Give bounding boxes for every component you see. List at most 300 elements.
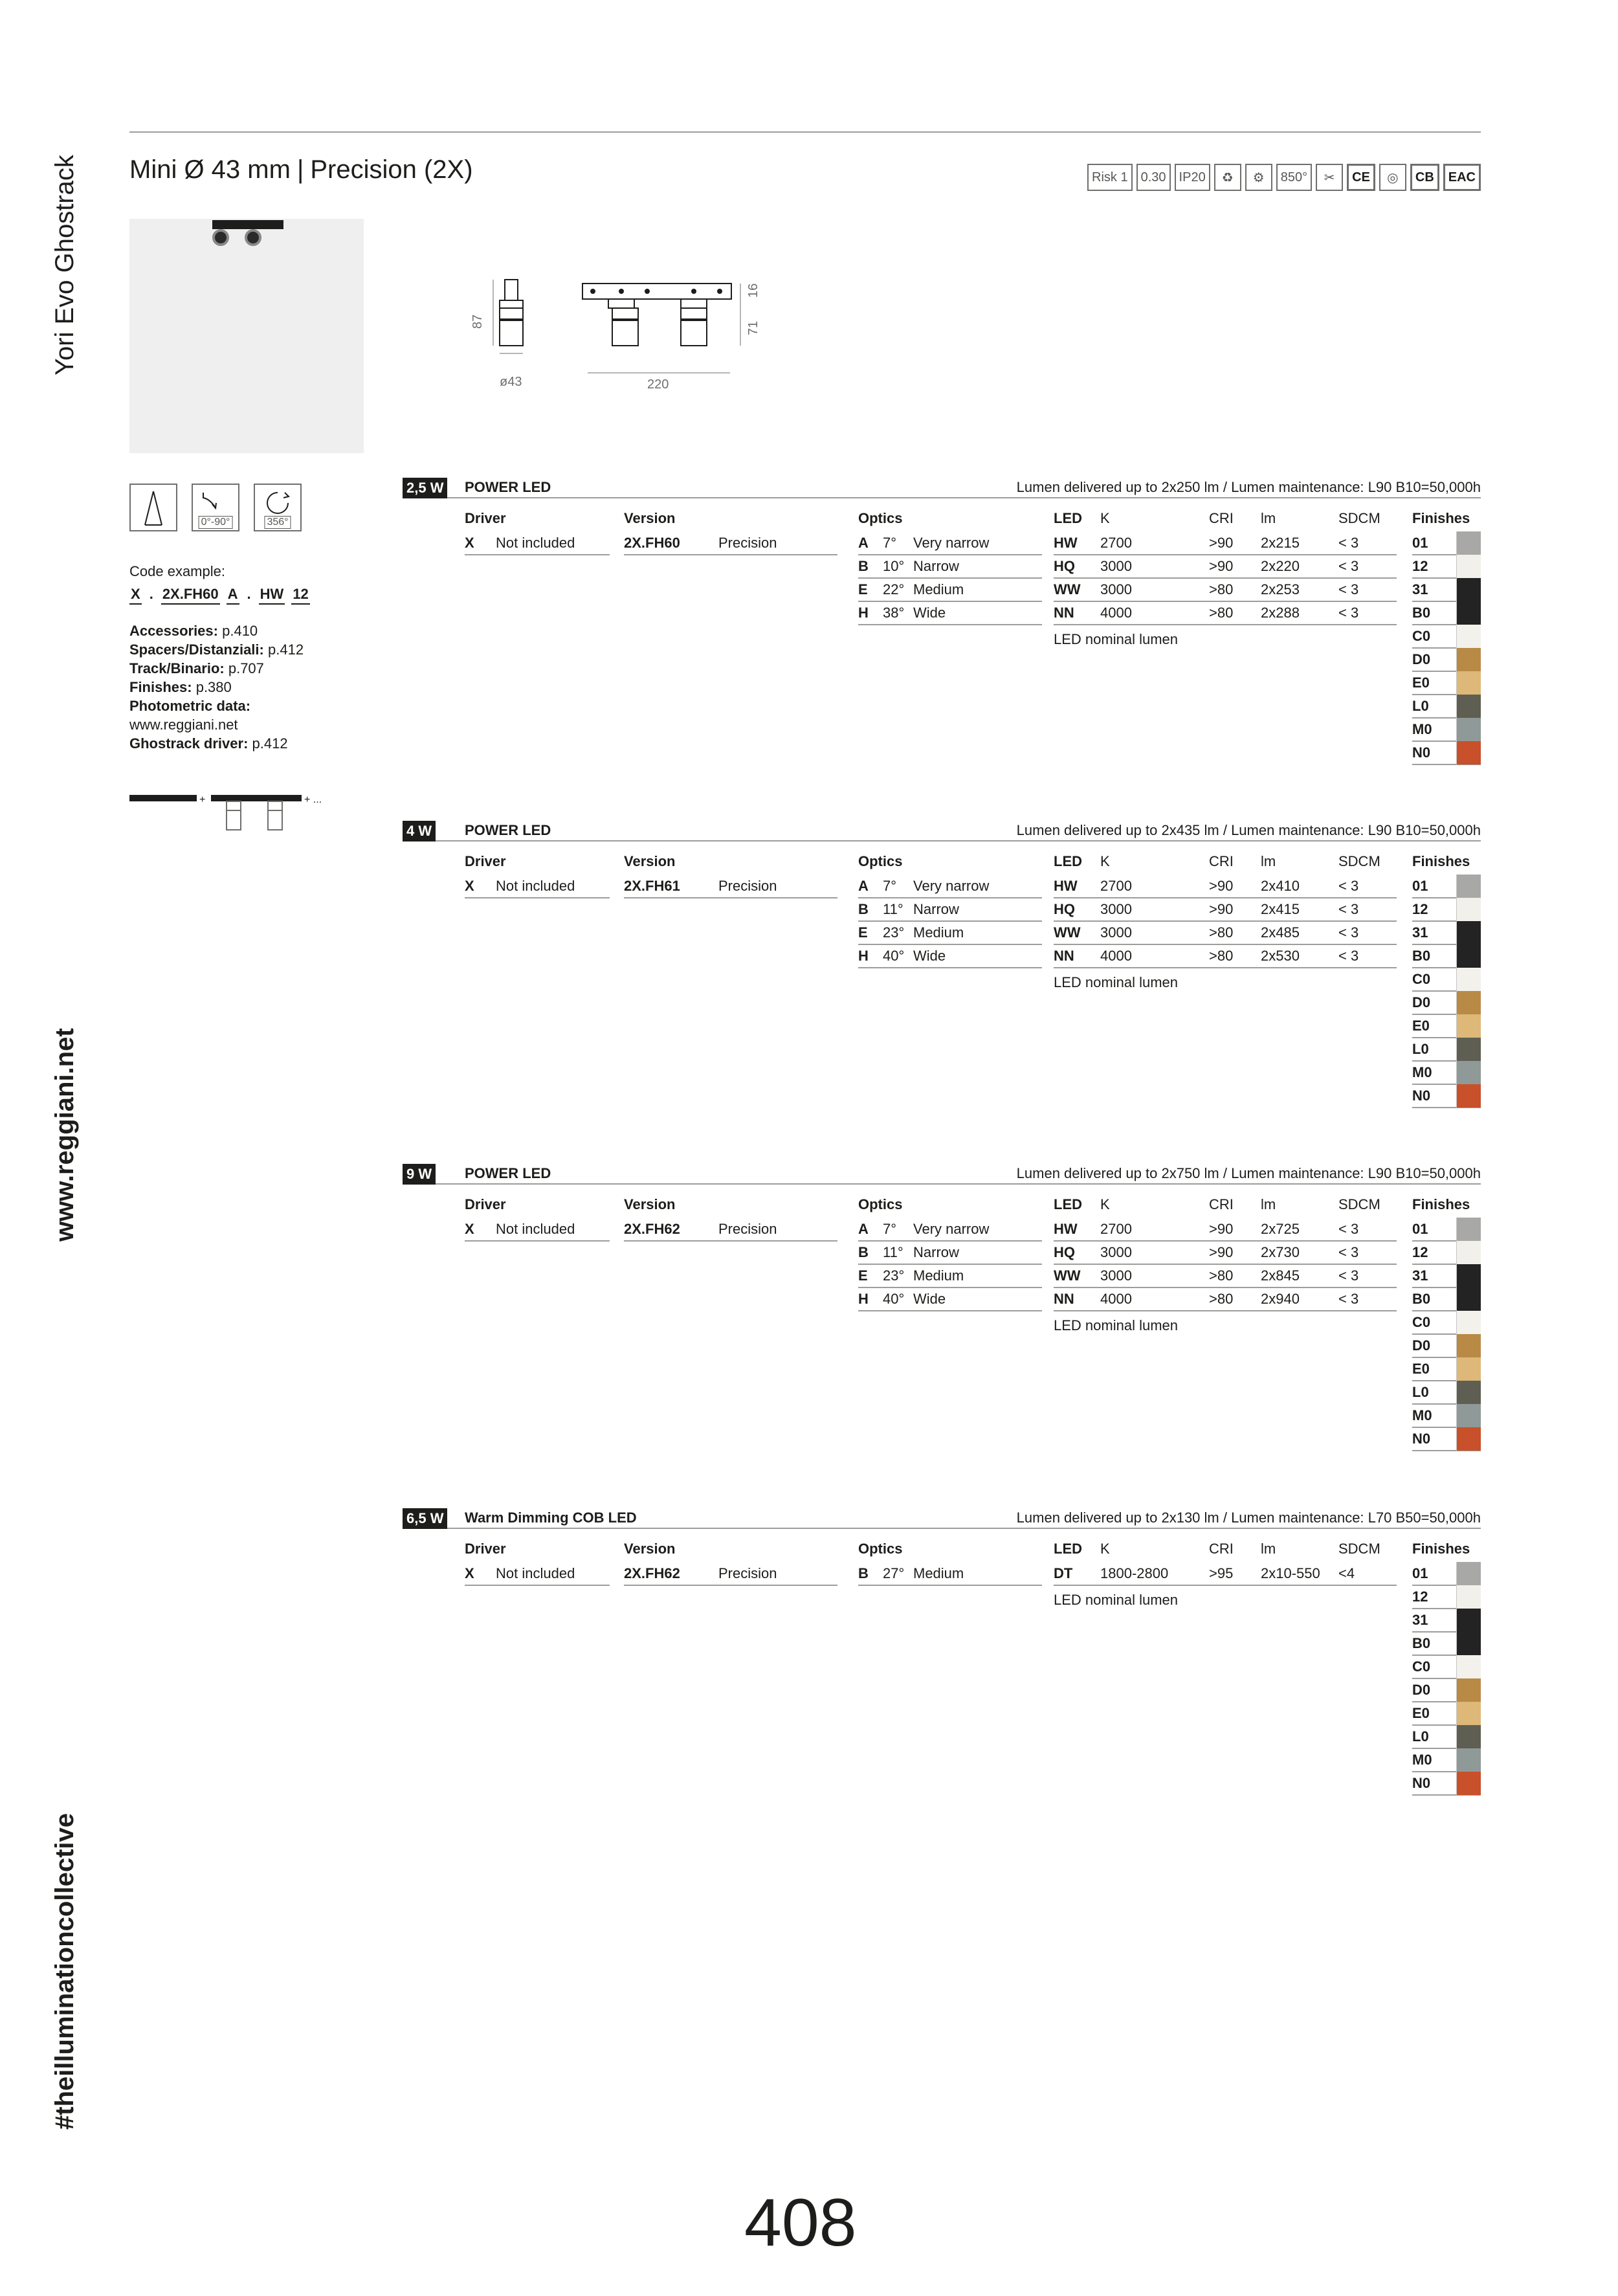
finish-swatch (1456, 578, 1481, 601)
wattage-badge: 2,5 W (403, 478, 447, 498)
driver-code: X (465, 535, 474, 551)
header-divider (129, 131, 1481, 133)
led-cri: >90 (1209, 1221, 1234, 1237)
optics-angle: 23° (883, 1267, 905, 1284)
led-code: WW (1054, 924, 1081, 941)
version-column (624, 1195, 837, 1242)
optics-name: Medium (913, 924, 964, 941)
optics-row (858, 579, 1042, 602)
finish-row (1412, 1749, 1481, 1772)
version-row (624, 1563, 837, 1586)
led-row (1054, 1563, 1397, 1586)
led-code: HQ (1054, 558, 1075, 574)
finish-swatch (1456, 1609, 1481, 1632)
wattage-badge: 4 W (403, 821, 436, 841)
finish-code: D0 (1412, 1682, 1431, 1698)
code-example (129, 585, 310, 605)
finish-row (1412, 922, 1481, 945)
finish-row (1412, 1311, 1481, 1335)
finish-code: D0 (1412, 651, 1431, 667)
led-sdcm: < 3 (1338, 1244, 1359, 1260)
led-code: NN (1054, 1291, 1074, 1307)
led-lm: 2x410 (1261, 878, 1300, 894)
optics-code: H (858, 948, 869, 964)
finish-code: N0 (1412, 744, 1431, 761)
led-row (1054, 1218, 1397, 1242)
finish-swatch (1456, 531, 1481, 555)
led-lm: 2x415 (1261, 901, 1300, 917)
driver-header: Driver (465, 510, 506, 526)
optics-code: A (858, 1221, 869, 1237)
finish-code: 31 (1412, 1267, 1428, 1284)
optics-code: H (858, 1291, 869, 1307)
led-lm: 2x485 (1261, 924, 1300, 941)
led-note: LED nominal lumen (1054, 631, 1178, 647)
led-cri: >80 (1209, 948, 1234, 964)
led-sdcm: < 3 (1338, 1221, 1359, 1237)
finish-code: N0 (1412, 1087, 1431, 1104)
led-row (1054, 532, 1397, 555)
driver-ref: Ghostrack driver: p.412 (129, 735, 288, 752)
info-block (129, 562, 310, 753)
driver-row (465, 875, 610, 898)
cri-header: CRI (1209, 853, 1234, 869)
finish-swatch (1456, 1287, 1481, 1311)
led-note: LED nominal lumen (1054, 974, 1178, 990)
finish-code: 01 (1412, 535, 1428, 551)
version-row (624, 1218, 837, 1242)
finish-row (1412, 1563, 1481, 1586)
tilt-label: 0°-90° (199, 516, 233, 529)
finish-swatch (1456, 1655, 1481, 1678)
led-lm: 2x288 (1261, 605, 1300, 621)
optics-code: B (858, 558, 869, 574)
led-row (1054, 898, 1397, 922)
optics-code: H (858, 605, 869, 621)
finish-code: N0 (1412, 1775, 1431, 1791)
beam-icon (129, 484, 177, 531)
optics-column (858, 509, 1042, 625)
led-code: NN (1054, 948, 1074, 964)
optics-header: Optics (858, 510, 903, 526)
driver-code: X (465, 1565, 474, 1581)
optics-row (858, 898, 1042, 922)
optics-row (858, 875, 1042, 898)
optics-header: Optics (858, 1541, 903, 1557)
code-part: 12 (291, 585, 309, 605)
version-code: 2X.FH60 (624, 535, 680, 551)
led-row (1054, 1288, 1397, 1311)
driver-row (465, 1218, 610, 1242)
cert-badge: 850° (1276, 164, 1312, 191)
spec-section (403, 1164, 1481, 1447)
optics-angle: 38° (883, 605, 905, 621)
code-part: A (227, 585, 239, 605)
finish-row (1412, 625, 1481, 649)
optics-name: Medium (913, 581, 964, 597)
optics-angle: 7° (883, 535, 897, 551)
finishes-ref: Finishes: p.380 (129, 679, 232, 695)
led-header (1054, 509, 1397, 532)
finish-swatch (1456, 921, 1481, 944)
led-row (1054, 875, 1397, 898)
optics-row (858, 1288, 1042, 1311)
led-k: 1800-2800 (1100, 1565, 1169, 1581)
optics-name: Narrow (913, 558, 959, 574)
finish-row (1412, 1288, 1481, 1311)
finish-row (1412, 1633, 1481, 1656)
finish-swatch (1456, 1264, 1481, 1287)
cri-header: CRI (1209, 510, 1234, 526)
led-k: 3000 (1100, 901, 1132, 917)
version-code: 2X.FH61 (624, 878, 680, 894)
finish-code: B0 (1412, 948, 1431, 964)
finish-swatch (1456, 625, 1481, 648)
led-lm: 2x845 (1261, 1267, 1300, 1284)
page-number: 408 (744, 2185, 857, 2260)
optics-code: A (858, 535, 869, 551)
led-header (1054, 852, 1397, 875)
led-k: 2700 (1100, 535, 1132, 551)
driver-header: Driver (465, 853, 506, 869)
led-column (1054, 1195, 1397, 1340)
code-part: HW (259, 585, 285, 605)
rotation-icon (254, 484, 302, 531)
section-header (403, 1164, 1481, 1185)
finish-code: 01 (1412, 878, 1428, 894)
finish-code: L0 (1412, 1041, 1429, 1057)
optics-row (858, 1265, 1042, 1288)
lumen-info: Lumen delivered up to 2x250 lm / Lumen maintenance: L90 B10=50,000h (1016, 479, 1481, 495)
driver-column (465, 1195, 610, 1242)
led-sdcm: < 3 (1338, 948, 1359, 964)
optics-row (858, 945, 1042, 968)
spec-section (403, 821, 1481, 1104)
led-cri: >90 (1209, 901, 1234, 917)
finish-row (1412, 1726, 1481, 1749)
cert-badge: Risk 1 (1087, 164, 1133, 191)
led-code: HQ (1054, 901, 1075, 917)
finish-swatch (1456, 718, 1481, 741)
finish-row (1412, 1085, 1481, 1108)
driver-row (465, 1563, 610, 1586)
optics-row (858, 602, 1042, 625)
finishes-column (1412, 509, 1481, 765)
led-sdcm: < 3 (1338, 605, 1359, 621)
led-cri: >90 (1209, 535, 1234, 551)
finish-row (1412, 875, 1481, 898)
code-part: . (247, 586, 251, 602)
led-sdcm: < 3 (1338, 901, 1359, 917)
version-column (624, 1539, 837, 1586)
finish-swatch (1456, 1061, 1481, 1084)
optics-column (858, 852, 1042, 968)
optics-angle: 40° (883, 1291, 905, 1307)
finish-row (1412, 742, 1481, 765)
led-sdcm: < 3 (1338, 581, 1359, 597)
website-side-label: www.reggiani.net (50, 1028, 79, 1242)
optics-angle: 11° (883, 1244, 903, 1260)
led-lm: 2x530 (1261, 948, 1300, 964)
optics-name: Very narrow (913, 535, 990, 551)
finish-code: N0 (1412, 1431, 1431, 1447)
version-value: Precision (718, 1221, 777, 1237)
cert-badge: ⚙ (1245, 164, 1272, 191)
driver-value: Not included (496, 1221, 575, 1237)
cert-badge: IP20 (1175, 164, 1210, 191)
led-k: 2700 (1100, 1221, 1132, 1237)
led-lm: 2x220 (1261, 558, 1300, 574)
finish-code: E0 (1412, 674, 1430, 691)
finish-swatch (1456, 1632, 1481, 1655)
led-type: POWER LED (465, 822, 551, 838)
sdcm-header: SDCM (1338, 1541, 1380, 1557)
title-separator: | (296, 155, 304, 184)
finishes-column (1412, 1539, 1481, 1796)
finish-row (1412, 945, 1481, 968)
k-header: K (1100, 1541, 1110, 1557)
lm-header: lm (1261, 853, 1276, 869)
driver-row (465, 532, 610, 555)
led-cri: >90 (1209, 558, 1234, 574)
finish-code: E0 (1412, 1705, 1430, 1721)
finish-swatch (1456, 1014, 1481, 1038)
finish-swatch (1456, 1084, 1481, 1108)
finish-row (1412, 555, 1481, 579)
led-code: NN (1054, 605, 1074, 621)
led-cri: >80 (1209, 605, 1234, 621)
led-k: 3000 (1100, 558, 1132, 574)
finish-code: 12 (1412, 1244, 1428, 1260)
led-sdcm: <4 (1338, 1565, 1355, 1581)
lumen-info: Lumen delivered up to 2x750 lm / Lumen maintenance: L90 B10=50,000h (1016, 1165, 1481, 1181)
led-lm: 2x215 (1261, 535, 1300, 551)
cri-header: CRI (1209, 1541, 1234, 1557)
version-header: Version (624, 510, 676, 526)
led-k: 3000 (1100, 924, 1132, 941)
finish-row (1412, 1772, 1481, 1796)
finish-code: C0 (1412, 1658, 1431, 1675)
certification-icons (1087, 164, 1481, 191)
code-part: . (149, 586, 153, 602)
track-diagram (129, 791, 330, 836)
led-type: POWER LED (465, 1165, 551, 1181)
optics-name: Wide (913, 948, 946, 964)
led-sdcm: < 3 (1338, 1291, 1359, 1307)
led-row (1054, 579, 1397, 602)
finish-swatch (1456, 671, 1481, 695)
finish-swatch (1456, 1241, 1481, 1264)
led-row (1054, 922, 1397, 945)
led-type: Warm Dimming COB LED (465, 1510, 637, 1526)
led-lm: 2x725 (1261, 1221, 1300, 1237)
finish-code: 31 (1412, 1612, 1428, 1628)
led-sdcm: < 3 (1338, 558, 1359, 574)
finish-code: 12 (1412, 1588, 1428, 1605)
optics-code: B (858, 901, 869, 917)
optics-code: E (858, 924, 868, 941)
finishes-column (1412, 852, 1481, 1108)
led-code: WW (1054, 581, 1081, 597)
led-sdcm: < 3 (1338, 924, 1359, 941)
optics-code: B (858, 1244, 869, 1260)
track-ref: Track/Binario: p.707 (129, 660, 264, 676)
led-header-label: LED (1054, 1541, 1082, 1557)
finish-row (1412, 1656, 1481, 1679)
finish-code: 12 (1412, 558, 1428, 574)
finish-code: M0 (1412, 721, 1432, 737)
led-lm: 2x730 (1261, 1244, 1300, 1260)
finish-row (1412, 1242, 1481, 1265)
optics-angle: 40° (883, 948, 905, 964)
finish-code: C0 (1412, 1314, 1431, 1330)
optics-row (858, 1218, 1042, 1242)
finish-row (1412, 1218, 1481, 1242)
code-part: X (129, 585, 142, 605)
finish-swatch (1456, 695, 1481, 718)
tilt-icon (192, 484, 239, 531)
optics-code: A (858, 878, 869, 894)
optics-header: Optics (858, 853, 903, 869)
optics-name: Narrow (913, 901, 959, 917)
optics-name: Medium (913, 1565, 964, 1581)
dimension-lines (493, 280, 740, 373)
finish-swatch (1456, 1748, 1481, 1772)
led-header-label: LED (1054, 1196, 1082, 1212)
product-photo (129, 219, 364, 453)
finish-code: B0 (1412, 1291, 1431, 1307)
front-view (582, 284, 731, 346)
version-column (624, 852, 837, 898)
finish-swatch (1456, 1772, 1481, 1795)
cert-badge: CE (1347, 164, 1375, 191)
finish-row (1412, 898, 1481, 922)
led-code: DT (1054, 1565, 1073, 1581)
version-column (624, 509, 837, 555)
led-k: 2700 (1100, 878, 1132, 894)
finish-row (1412, 1015, 1481, 1038)
optics-angle: 11° (883, 901, 903, 917)
finish-code: E0 (1412, 1018, 1430, 1034)
lumen-info: Lumen delivered up to 2x130 lm / Lumen maintenance: L70 B50=50,000h (1016, 1510, 1481, 1526)
driver-header: Driver (465, 1541, 506, 1557)
photometric-url[interactable]: www.reggiani.net (129, 717, 238, 733)
cert-badge: CB (1410, 164, 1439, 191)
finish-swatch (1456, 1702, 1481, 1725)
finish-swatch (1456, 1725, 1481, 1748)
version-row (624, 532, 837, 555)
led-lm: 2x10-550 (1261, 1565, 1320, 1581)
led-row (1054, 555, 1397, 579)
finish-swatch (1456, 1585, 1481, 1609)
finish-swatch (1456, 898, 1481, 921)
finish-row (1412, 1358, 1481, 1381)
optics-column (858, 1539, 1042, 1586)
finish-swatch (1456, 968, 1481, 991)
led-header-label: LED (1054, 510, 1082, 526)
dim-diameter: ø43 (500, 375, 522, 389)
optics-row (858, 1242, 1042, 1265)
technical-drawing (453, 271, 790, 394)
finish-code: M0 (1412, 1064, 1432, 1080)
led-code: HW (1054, 878, 1078, 894)
finishes-header: Finishes (1412, 1196, 1470, 1212)
optics-code: E (858, 581, 868, 597)
led-cri: >80 (1209, 581, 1234, 597)
finish-code: 31 (1412, 581, 1428, 597)
driver-code: X (465, 1221, 474, 1237)
version-header: Version (624, 853, 676, 869)
led-column (1054, 1539, 1397, 1614)
lm-header: lm (1261, 1541, 1276, 1557)
finish-row (1412, 719, 1481, 742)
led-lm: 2x253 (1261, 581, 1300, 597)
finish-swatch (1456, 1404, 1481, 1427)
title-main: Mini Ø 43 mm (129, 155, 291, 184)
spec-section (403, 478, 1481, 761)
title-sub: Precision (2X) (310, 155, 473, 184)
led-k: 4000 (1100, 948, 1132, 964)
finish-swatch (1456, 1334, 1481, 1357)
led-k: 3000 (1100, 1267, 1132, 1284)
finish-code: C0 (1412, 628, 1431, 644)
finish-swatch (1456, 1311, 1481, 1334)
sdcm-header: SDCM (1338, 510, 1380, 526)
code-part: 2X.FH60 (161, 585, 220, 605)
led-code: HW (1054, 1221, 1078, 1237)
driver-header: Driver (465, 1196, 506, 1212)
optics-header: Optics (858, 1196, 903, 1212)
optics-angle: 7° (883, 1221, 897, 1237)
led-cri: >90 (1209, 1244, 1234, 1260)
finish-swatch (1456, 601, 1481, 625)
finish-code: 31 (1412, 924, 1428, 941)
led-column (1054, 852, 1397, 997)
version-header: Version (624, 1196, 676, 1212)
wattage-badge: 6,5 W (403, 1508, 447, 1529)
led-code: HW (1054, 535, 1078, 551)
feature-icons (129, 484, 302, 531)
cert-badge: ♻ (1214, 164, 1241, 191)
finish-row (1412, 1062, 1481, 1085)
version-header: Version (624, 1541, 676, 1557)
driver-column (465, 852, 610, 898)
led-lm: 2x940 (1261, 1291, 1300, 1307)
led-header-label: LED (1054, 853, 1082, 869)
optics-row (858, 532, 1042, 555)
dim-body: 71 (746, 320, 760, 335)
page-title (129, 155, 473, 184)
cert-badge: ◎ (1379, 164, 1406, 191)
optics-angle: 10° (883, 558, 905, 574)
led-type: POWER LED (465, 479, 551, 495)
finish-code: D0 (1412, 994, 1431, 1010)
version-value: Precision (718, 1565, 777, 1581)
led-header (1054, 1195, 1397, 1218)
optics-name: Wide (913, 605, 946, 621)
finish-swatch (1456, 1357, 1481, 1381)
driver-value: Not included (496, 878, 575, 894)
finish-row (1412, 672, 1481, 695)
finish-swatch (1456, 991, 1481, 1014)
finish-row (1412, 992, 1481, 1015)
finish-code: L0 (1412, 698, 1429, 714)
optics-angle: 7° (883, 878, 897, 894)
finish-row (1412, 1335, 1481, 1358)
lumen-info: Lumen delivered up to 2x435 lm / Lumen maintenance: L90 B10=50,000h (1016, 822, 1481, 838)
finish-code: D0 (1412, 1337, 1431, 1354)
finish-code: 01 (1412, 1221, 1428, 1237)
